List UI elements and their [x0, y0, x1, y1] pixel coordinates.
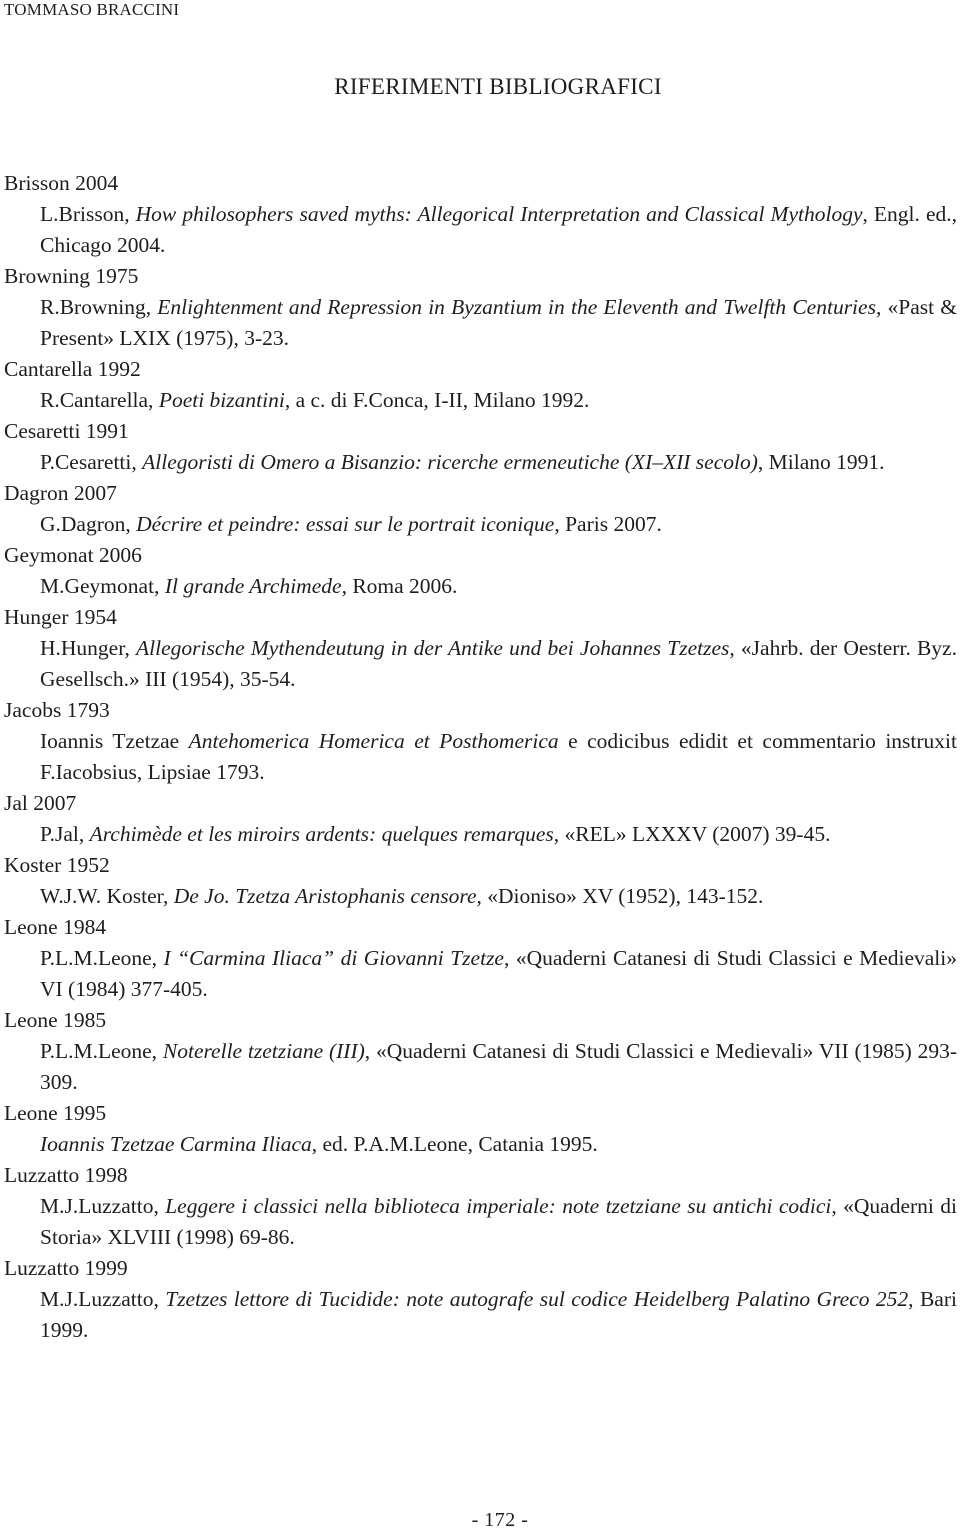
reference-title-italic: Il grande Archimede [164, 574, 342, 598]
reference-title-italic: Antehomerica Homerica et Posthomerica [188, 729, 559, 753]
bib-entry [4, 1253, 957, 1346]
reference-text: W.J.W. Koster, [40, 884, 174, 908]
reference-title-italic: Tzetzes lettore di Tucidide: note autografe sul codice Heidelberg Palatino Greco 252 [165, 1287, 909, 1311]
bib-entry [4, 1160, 957, 1253]
reference-text: , Paris 2007. [554, 512, 662, 536]
bibliography-list [4, 168, 957, 1346]
reference-text: , «Past & Present» LXIX (1975), 3-23. [40, 295, 958, 350]
bib-entry-key: Cesaretti 1991 [4, 419, 129, 443]
reference-title-italic: Ioannis Tzetzae Carmina Iliaca [40, 1132, 312, 1156]
bib-entry [4, 912, 957, 1005]
bib-entry [4, 168, 957, 261]
bib-entry-key: Geymonat 2006 [4, 543, 142, 567]
reference-text: , Bari 1999. [40, 1287, 957, 1342]
reference-text: , «Dioniso» XV (1952), 143-152. [476, 884, 764, 908]
reference-text: P.L.M.Leone, [40, 946, 164, 970]
reference-text: M.J.Luzzatto, [40, 1287, 166, 1311]
bib-entry-reference [40, 1129, 957, 1160]
bib-entry [4, 1005, 957, 1098]
bib-entry-key: Brisson 2004 [4, 171, 119, 195]
bib-entry [4, 788, 957, 850]
reference-title-italic: Enlightenment and Repression in Byzantium in the Eleventh and Twelfth Centuries [157, 295, 876, 319]
bib-entry-key: Luzzatto 1999 [4, 1256, 128, 1280]
bib-entry-reference [40, 726, 957, 788]
reference-text: , Milano 1991. [757, 450, 885, 474]
reference-text: M.J.Luzzatto, [40, 1194, 166, 1218]
reference-title-italic: De Jo. Tzetza Aristophanis censore [173, 884, 477, 908]
reference-title-italic: Décrire et peindre: essai sur le portrait iconique [136, 512, 555, 536]
bib-entry-reference [40, 385, 957, 416]
bib-entry-key: Cantarella 1992 [4, 357, 141, 381]
bib-entry [4, 1098, 957, 1160]
bib-entry-reference [40, 1036, 957, 1098]
reference-title-italic: I “Carmina Iliaca” di Giovanni Tzetze [163, 946, 504, 970]
running-head: TOMMASO BRACCINI [4, 0, 180, 19]
reference-title-italic: Noterelle tzetziane (III) [162, 1039, 365, 1063]
bib-entry-key: Leone 1985 [4, 1008, 107, 1032]
bib-entry [4, 416, 957, 478]
reference-title-italic: How philosophers saved myths: Allegorical Interpretation and Classical Mythology [135, 202, 863, 226]
reference-text: R.Cantarella, [40, 388, 159, 412]
reference-text: , «Quaderni Catanesi di Studi Classici e Medievali» VII (1985) 293-309. [40, 1039, 957, 1094]
reference-text: P.Cesaretti, [40, 450, 143, 474]
reference-text: , «Quaderni di Storia» XLVIII (1998) 69-86. [40, 1194, 958, 1249]
reference-text: , «Quaderni Catanesi di Studi Classici e Medievali» VI (1984) 377-405. [40, 946, 958, 1001]
reference-text: , ed. P.A.M.Leone, Catania 1995. [311, 1132, 598, 1156]
reference-title-italic: Archimède et les miroirs ardents: quelques remarques [89, 822, 554, 846]
bib-entry-reference [40, 881, 957, 912]
reference-text: P.L.M.Leone, [40, 1039, 163, 1063]
reference-text: e codicibus edidit et commentario instruxit F.Iacobsius, Lipsiae 1793. [40, 729, 957, 784]
bib-entry-key: Jal 2007 [4, 791, 77, 815]
bib-entry-reference [40, 1191, 957, 1253]
section-title: RIFERIMENTI BIBLIOGRAFICI [334, 74, 662, 99]
bib-entry-reference [40, 1284, 957, 1346]
reference-text: , «Jahrb. der Oesterr. Byz. Gesellsch.» III (1954), 35-54. [40, 636, 957, 691]
page-number: - 172 - [471, 1509, 529, 1531]
reference-text: P.Jal, [40, 822, 90, 846]
bib-entry-key: Hunger 1954 [4, 605, 117, 629]
reference-text: M.Geymonat, [40, 574, 165, 598]
bib-entry-key: Dagron 2007 [4, 481, 117, 505]
bib-entry-reference [40, 292, 957, 354]
reference-text: , «REL» LXXXV (2007) 39-45. [553, 822, 831, 846]
bib-entry-reference [40, 943, 957, 1005]
reference-text: H.Hunger, [40, 636, 137, 660]
bib-entry [4, 695, 957, 788]
bib-entry [4, 602, 957, 695]
bib-entry [4, 478, 957, 540]
reference-text: , Engl. ed., Chicago 2004. [40, 202, 957, 257]
bib-entry-reference [40, 199, 957, 261]
reference-title-italic: Allegorische Mythendeutung in der Antike und bei Johannes Tzetzes [136, 636, 730, 660]
reference-text: G.Dagron, [40, 512, 137, 536]
reference-text: L.Brisson, [40, 202, 136, 226]
bib-entry-reference [40, 819, 957, 850]
reference-text: , a c. di F.Conca, I-II, Milano 1992. [284, 388, 590, 412]
bib-entry-key: Browning 1975 [4, 264, 139, 288]
bib-entry-reference [40, 447, 957, 478]
bib-entry [4, 540, 957, 602]
bib-entry-reference [40, 571, 957, 602]
bib-entry [4, 850, 957, 912]
reference-text: , Roma 2006. [341, 574, 458, 598]
bib-entry-reference [40, 509, 957, 540]
bib-entry-key: Leone 1995 [4, 1101, 107, 1125]
bib-entry-key: Leone 1984 [4, 915, 107, 939]
bib-entry-key: Jacobs 1793 [4, 698, 110, 722]
reference-text: R.Browning, [40, 295, 158, 319]
bib-entry [4, 261, 957, 354]
bib-entry [4, 354, 957, 416]
reference-text: Ioannis Tzetzae [40, 729, 189, 753]
bib-entry-key: Luzzatto 1998 [4, 1163, 128, 1187]
bib-entry-reference [40, 633, 957, 695]
reference-title-italic: Poeti bizantini [158, 388, 285, 412]
bib-entry-key: Koster 1952 [4, 853, 110, 877]
reference-title-italic: Allegoristi di Omero a Bisanzio: ricerche ermeneutiche (XI–XII secolo) [142, 450, 758, 474]
reference-title-italic: Leggere i classici nella biblioteca imperiale: note tzetziane su antichi codici [165, 1194, 832, 1218]
